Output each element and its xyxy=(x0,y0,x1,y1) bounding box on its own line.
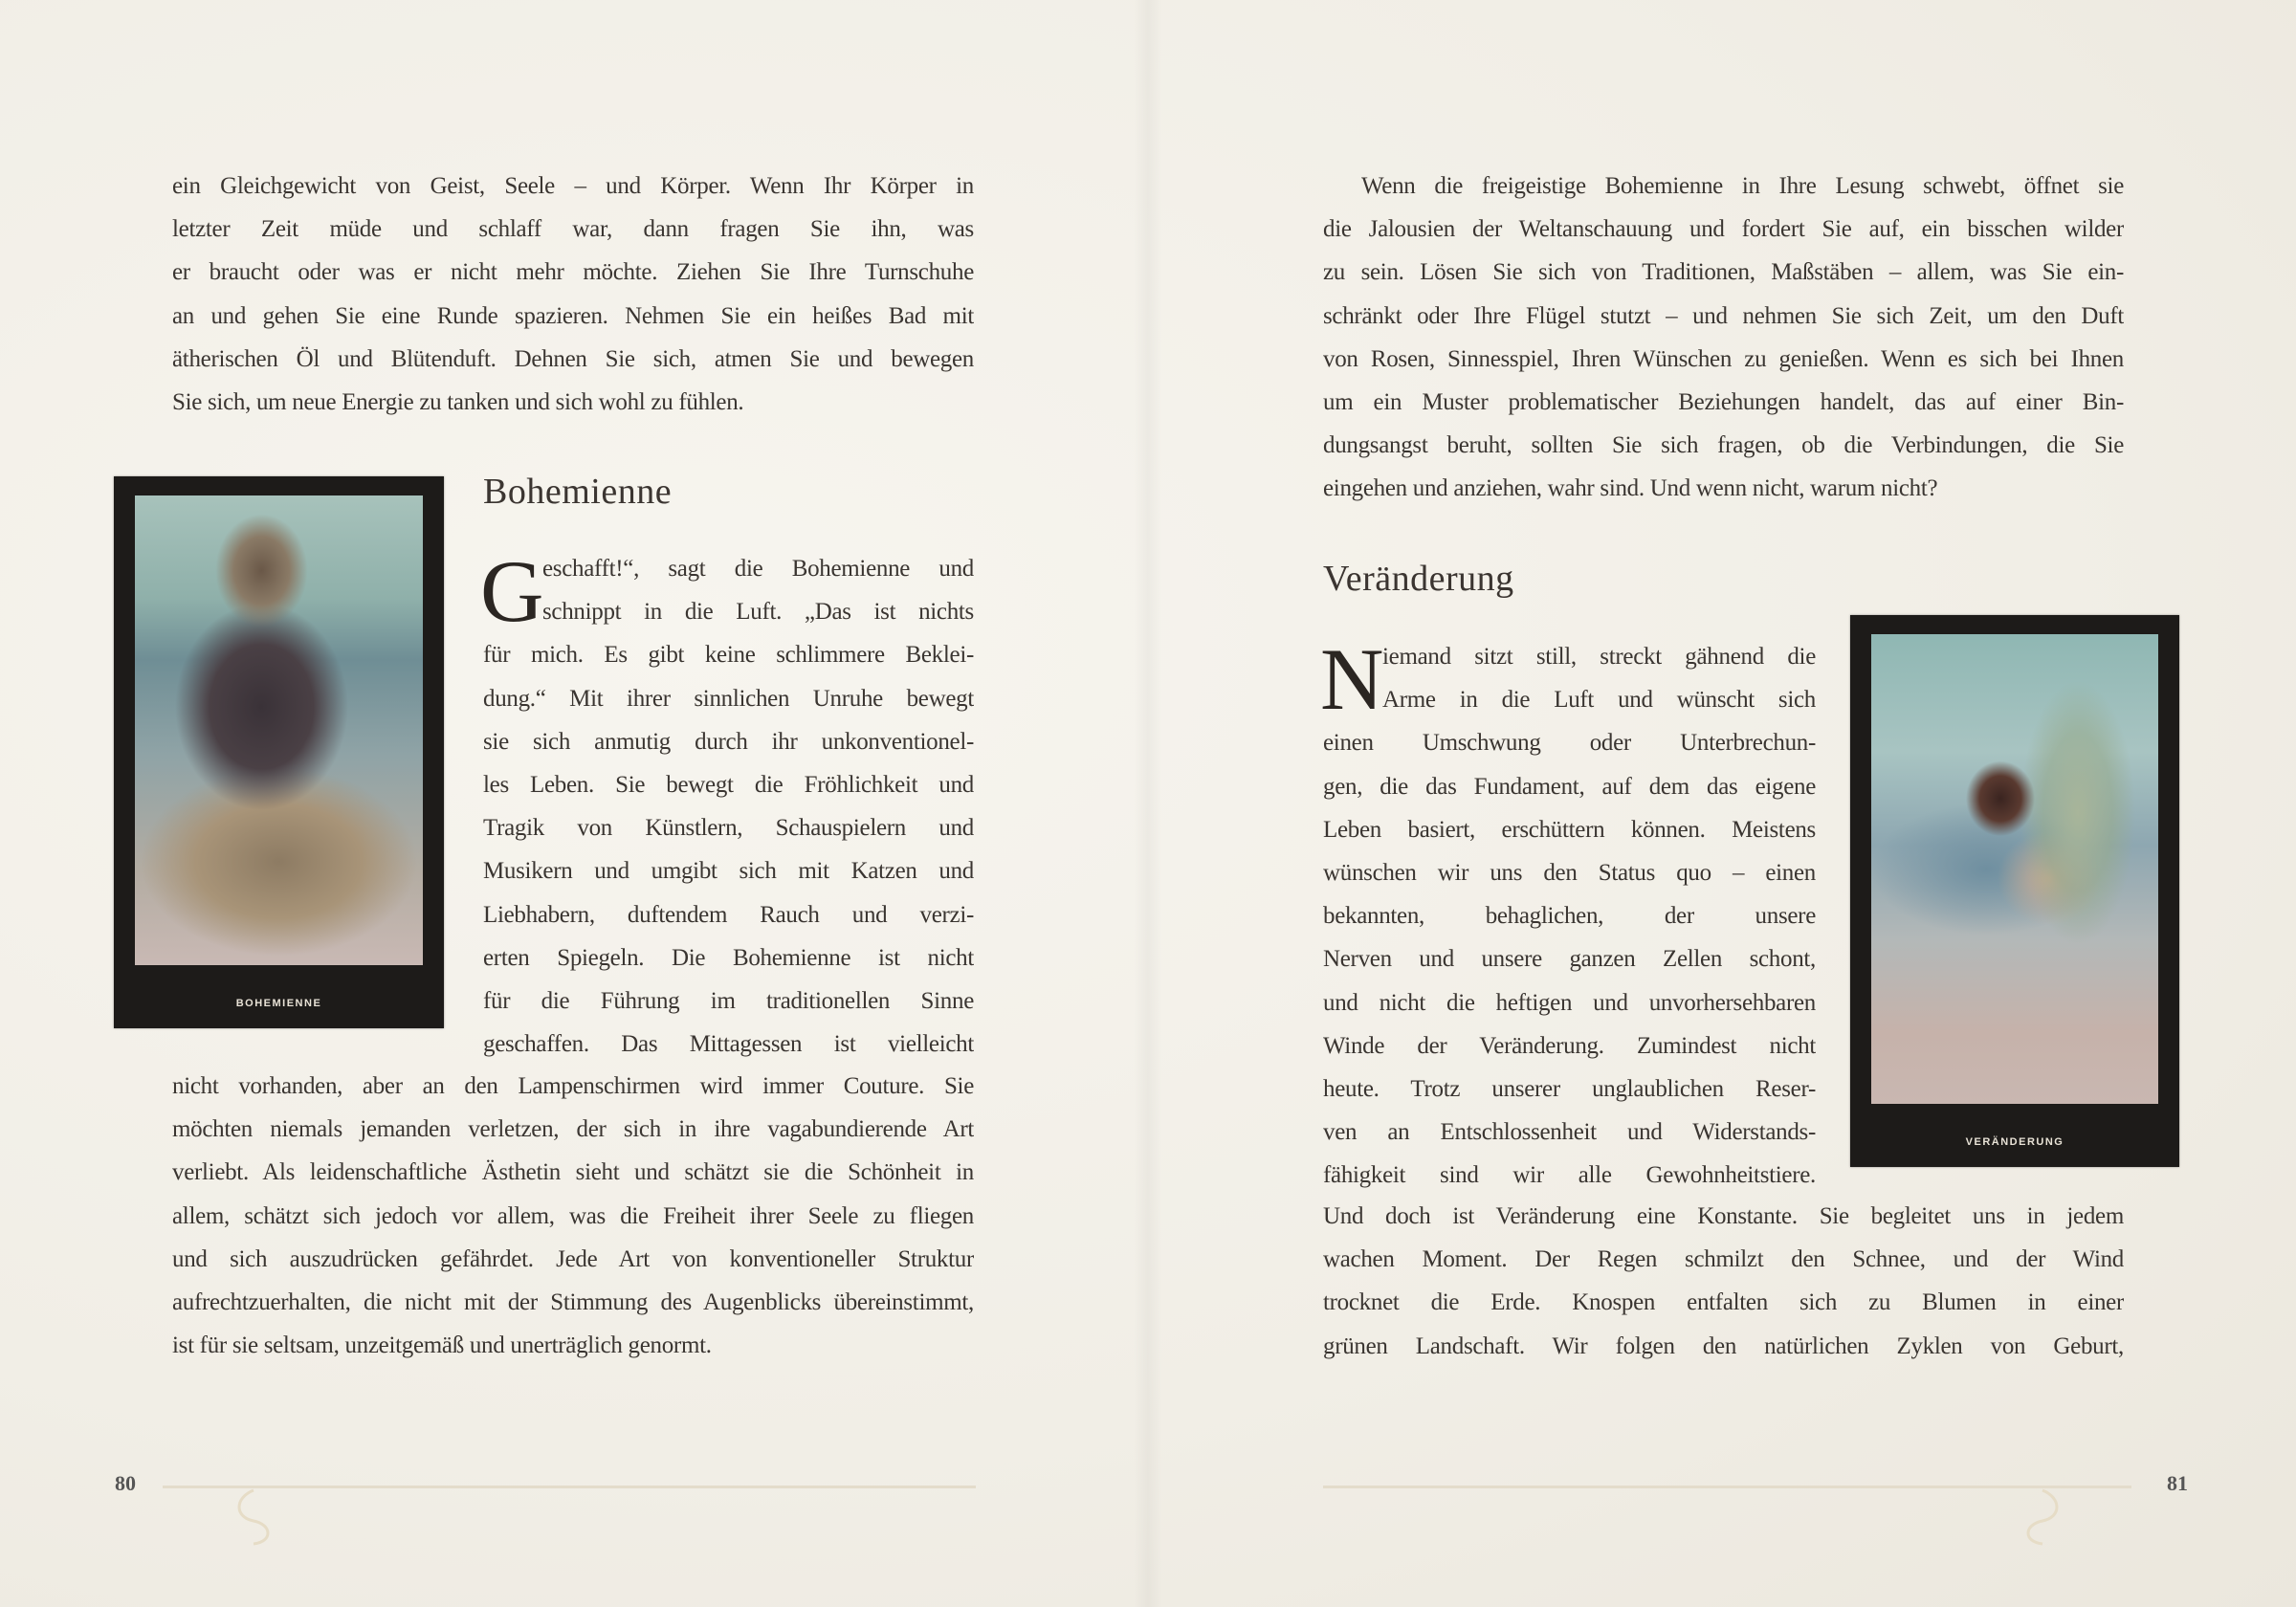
card-image-flying-woman xyxy=(1871,634,2158,1104)
text-line: Winde der Veränderung. Zumindest nicht xyxy=(1323,1032,1816,1059)
text-line: Sie sich, um neue Energie zu tanken und sich wohl zu fühlen. xyxy=(172,389,744,415)
text-line: verliebt. Als leidenschaftliche Ästhetin sieht und schätzt sie die Schönheit in xyxy=(172,1159,974,1186)
text-line: Musikern und umgibt sich mit Katzen und xyxy=(483,858,974,885)
drop-cap: N xyxy=(1320,630,1384,728)
text-line: les Leben. Sie bewegt die Fröhlichkeit und xyxy=(483,772,974,798)
text-line: trocknet die Erde. Knospen entfalten sich zu Blumen in einer xyxy=(1323,1289,2124,1316)
text-line: möchten niemals jemanden verletzen, der sich in ihre vagabundierende Art xyxy=(172,1116,974,1143)
text-line: grünen Landschaft. Wir folgen den natürlichen Zyklen von Geburt, xyxy=(1323,1332,2124,1359)
ornament-icon xyxy=(225,1488,282,1546)
text-line: und nicht die heftigen und unvorhersehbaren xyxy=(1323,989,1816,1016)
text-line: Leben basiert, erschüttern können. Meistens xyxy=(1323,816,1816,843)
footer-rule xyxy=(1323,1486,2131,1488)
text-line: einen Umschwung oder Unterbrechun- xyxy=(1323,730,1816,757)
text-line: um ein Muster problematischer Beziehungen handelt, das auf einer Bin- xyxy=(1323,389,2124,415)
text-line: allem, schätzt sich jedoch vor allem, was die Freiheit ihrer Seele zu fliegen xyxy=(172,1202,974,1229)
text-line: und sich auszudrücken gefährdet. Jede Art von konventioneller Struktur xyxy=(172,1245,974,1272)
text-line: geschaffen. Das Mittagessen ist vielleicht xyxy=(483,1031,974,1058)
text-line: er braucht oder was er nicht mehr möchte. Ziehen Sie Ihre Turnschuhe xyxy=(172,259,974,286)
book-gutter xyxy=(1134,0,1162,1607)
text-line: ist für sie seltsam, unzeitgemäß und unerträglich genormt. xyxy=(172,1332,712,1359)
text-line: bekannten, behaglichen, der unsere xyxy=(1323,903,1816,930)
text-line: die Jalousien der Weltanschauung und fordert Sie auf, ein bisschen wilder xyxy=(1323,216,2124,243)
text-line: wachen Moment. Der Regen schmilzt den Schnee, und der Wind xyxy=(1323,1246,2124,1273)
text-line: dung.“ Mit ihrer sinnlichen Unruhe bewegt xyxy=(483,685,974,712)
text-line: für die Führung im traditionellen Sinne xyxy=(483,988,974,1014)
text-line: fähigkeit sind wir alle Gewohnheitstiere. xyxy=(1323,1162,1816,1189)
text-line: von Rosen, Sinnesspiel, Ihren Wünschen zu genießen. Wenn es sich bei Ihnen xyxy=(1323,345,2124,372)
ornament-icon xyxy=(2014,1488,2071,1546)
card-image-seated-woman xyxy=(135,495,423,965)
card-label: BOHEMIENNE xyxy=(235,998,322,1009)
heading-veraenderung: Veränderung xyxy=(1323,559,1514,599)
drop-cap: G xyxy=(480,542,544,640)
heading-bohemienne: Bohemienne xyxy=(483,472,673,512)
page-number: 81 xyxy=(2167,1471,2188,1495)
page-number: 80 xyxy=(115,1471,136,1495)
text-line: nicht vorhanden, aber an den Lampenschirmen wird immer Couture. Sie xyxy=(172,1073,974,1099)
text-line: zu sein. Lösen Sie sich von Traditionen, Maßstäben – allem, was Sie ein- xyxy=(1323,259,2124,286)
text-line: eschafft!“, sagt die Bohemienne und xyxy=(542,556,974,582)
text-line: ätherischen Öl und Blütenduft. Dehnen Sie sich, atmen Sie und bewegen xyxy=(172,345,974,372)
text-line: heute. Trotz unserer unglaublichen Reser- xyxy=(1323,1076,1816,1102)
text-line: schnippt in die Luft. „Das ist nichts xyxy=(542,599,974,626)
footer-rule xyxy=(163,1486,976,1488)
text-line: Tragik von Künstlern, Schauspielern und xyxy=(483,815,974,842)
text-line: Arme in die Luft und wünscht sich xyxy=(1382,687,1816,714)
tarot-card-bohemienne xyxy=(114,476,444,1028)
text-line: eingehen und anziehen, wahr sind. Und wenn nicht, warum nicht? xyxy=(1323,475,1938,502)
text-line: gen, die das Fundament, auf dem das eigene xyxy=(1323,773,1816,800)
text-line: schränkt oder Ihre Flügel stutzt – und nehmen Sie sich Zeit, um den Duft xyxy=(1323,302,2124,329)
text-line: Nerven und unsere ganzen Zellen schont, xyxy=(1323,946,1816,973)
text-line: Liebhabern, duftendem Rauch und verzi- xyxy=(483,901,974,928)
text-line: sie sich anmutig durch ihr unkonventionel- xyxy=(483,728,974,755)
text-line: erten Spiegeln. Die Bohemienne ist nicht xyxy=(483,944,974,971)
text-line: wünschen wir uns den Status quo – einen xyxy=(1323,860,1816,886)
card-label: VERÄNDERUNG xyxy=(1965,1136,2064,1148)
text-line: aufrechtzuerhalten, die nicht mit der Stimmung des Augenblicks übereinstimmt, xyxy=(172,1289,974,1315)
text-line: ein Gleichgewicht von Geist, Seele – und Körper. Wenn Ihr Körper in xyxy=(172,173,974,199)
tarot-card-veraenderung xyxy=(1850,615,2179,1167)
text-line: Wenn die freigeistige Bohemienne in Ihre Lesung schwebt, öffnet sie xyxy=(1361,173,2124,199)
text-line: für mich. Es gibt keine schlimmere Beklei- xyxy=(483,642,974,669)
text-line: ven an Entschlossenheit und Widerstands- xyxy=(1323,1119,1816,1146)
text-line: dungsangst beruht, sollten Sie sich fragen, ob die Verbindungen, die Sie xyxy=(1323,432,2124,459)
text-line: letzter Zeit müde und schlaff war, dann fragen Sie ihn, was xyxy=(172,216,974,243)
text-line: Und doch ist Veränderung eine Konstante. Sie begleitet uns in jedem xyxy=(1323,1203,2124,1229)
text-line: iemand sitzt still, streckt gähnend die xyxy=(1382,644,1816,670)
text-line: an und gehen Sie eine Runde spazieren. Nehmen Sie ein heißes Bad mit xyxy=(172,302,974,329)
